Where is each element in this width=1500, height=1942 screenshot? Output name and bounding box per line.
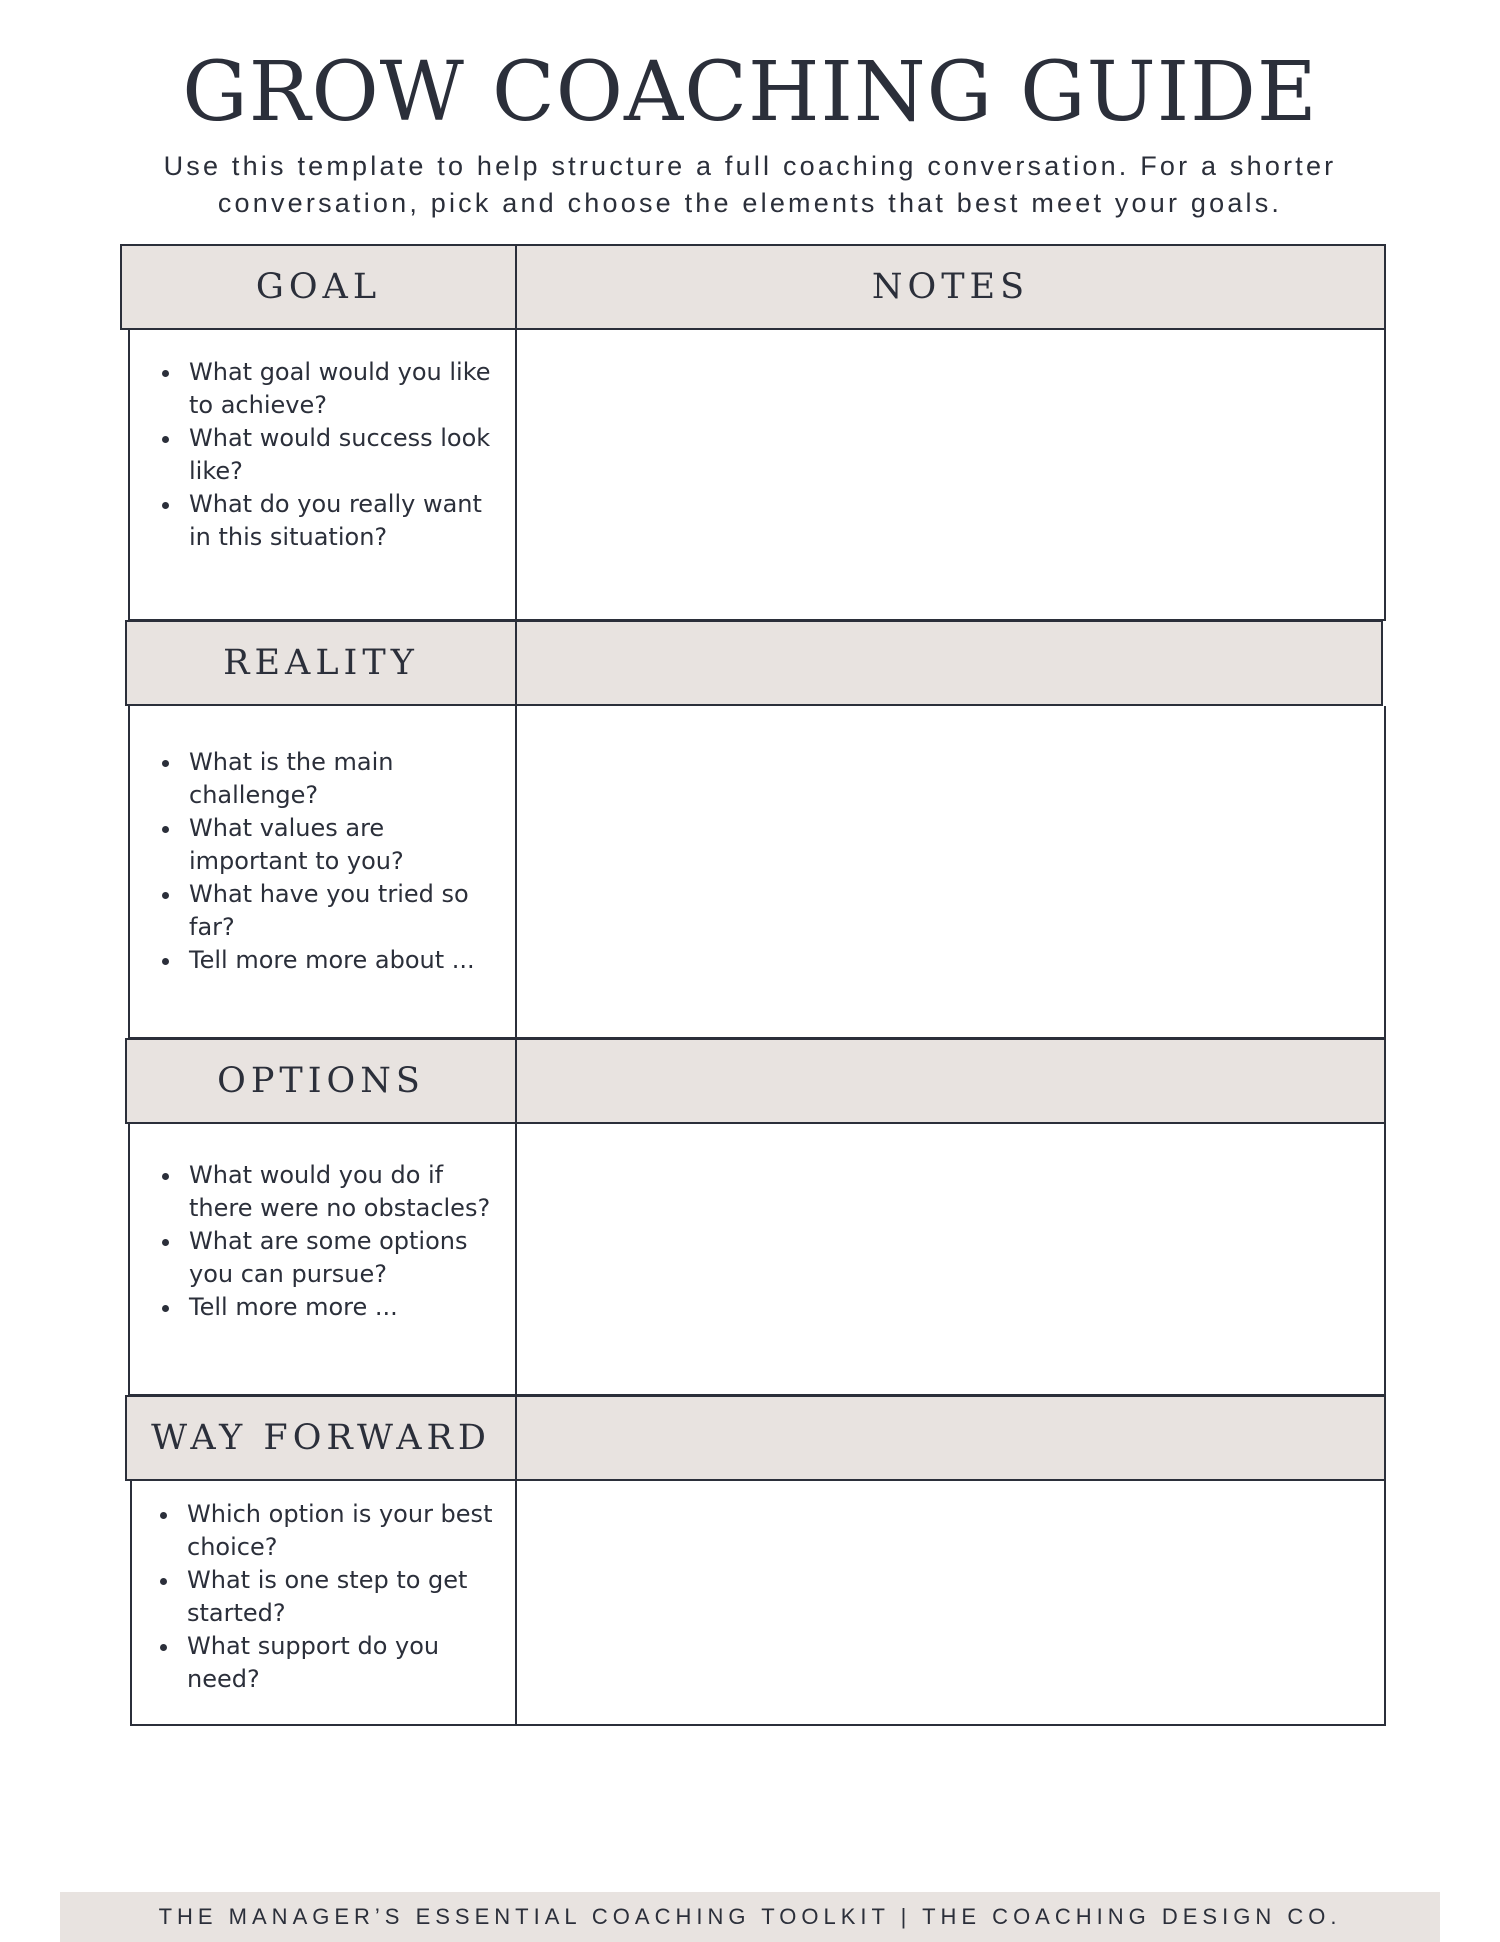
question-item: Tell more more ... (156, 1291, 509, 1324)
question-item: What is the main challenge? (156, 746, 505, 812)
page-title: GROW COACHING GUIDE (182, 45, 1318, 140)
question-item: What values are important to you? (156, 812, 505, 878)
section-heading-goal: GOAL (120, 244, 517, 330)
questions-cell-goal (128, 330, 517, 621)
question-list-options (156, 1159, 509, 1324)
footer-band (60, 1892, 1440, 1942)
question-item: Tell more more about ... (156, 944, 505, 977)
section-heading-reality: REALITY (125, 620, 517, 706)
footer-text: THE MANAGER’S ESSENTIAL COACHING TOOLKIT | THE COACHING DESIGN CO. (158, 1904, 1342, 1929)
notes-area-goal[interactable] (515, 330, 1386, 621)
question-item: What do you really want in this situation? (156, 488, 505, 554)
question-item: What have you tried so far? (156, 878, 505, 944)
question-list-reality (156, 746, 505, 977)
questions-cell-way-forward (130, 1481, 517, 1726)
page-subtitle: Use this template to help structure a full coaching conversation. For a shorter conversation, pick and choose the elements that best meet your goals. (163, 151, 1337, 218)
question-item: What goal would you like to achieve? (156, 356, 505, 422)
question-item: Which option is your best choice? (154, 1498, 509, 1564)
question-list-way-forward (154, 1498, 509, 1696)
notes-header-band-options (515, 1038, 1386, 1124)
section-heading-options: OPTIONS (125, 1038, 517, 1124)
question-item: What support do you need? (154, 1630, 509, 1696)
question-item: What are some options you can pursue? (156, 1225, 509, 1291)
notes-area-way-forward[interactable] (515, 1481, 1386, 1726)
notes-area-reality[interactable] (515, 706, 1386, 1039)
notes-column-header: NOTES (515, 244, 1386, 330)
questions-cell-reality (128, 706, 517, 1039)
question-item: What is one step to get started? (154, 1564, 509, 1630)
notes-header-band-reality (515, 620, 1383, 706)
notes-area-options[interactable] (515, 1124, 1386, 1396)
question-item: What would success look like? (156, 422, 505, 488)
section-heading-way-forward: WAY FORWARD (125, 1395, 517, 1481)
question-list-goal (156, 356, 505, 554)
notes-header-band-way-forward (515, 1395, 1386, 1481)
question-item: What would you do if there were no obstacles? (156, 1159, 509, 1225)
questions-cell-options (128, 1124, 517, 1396)
